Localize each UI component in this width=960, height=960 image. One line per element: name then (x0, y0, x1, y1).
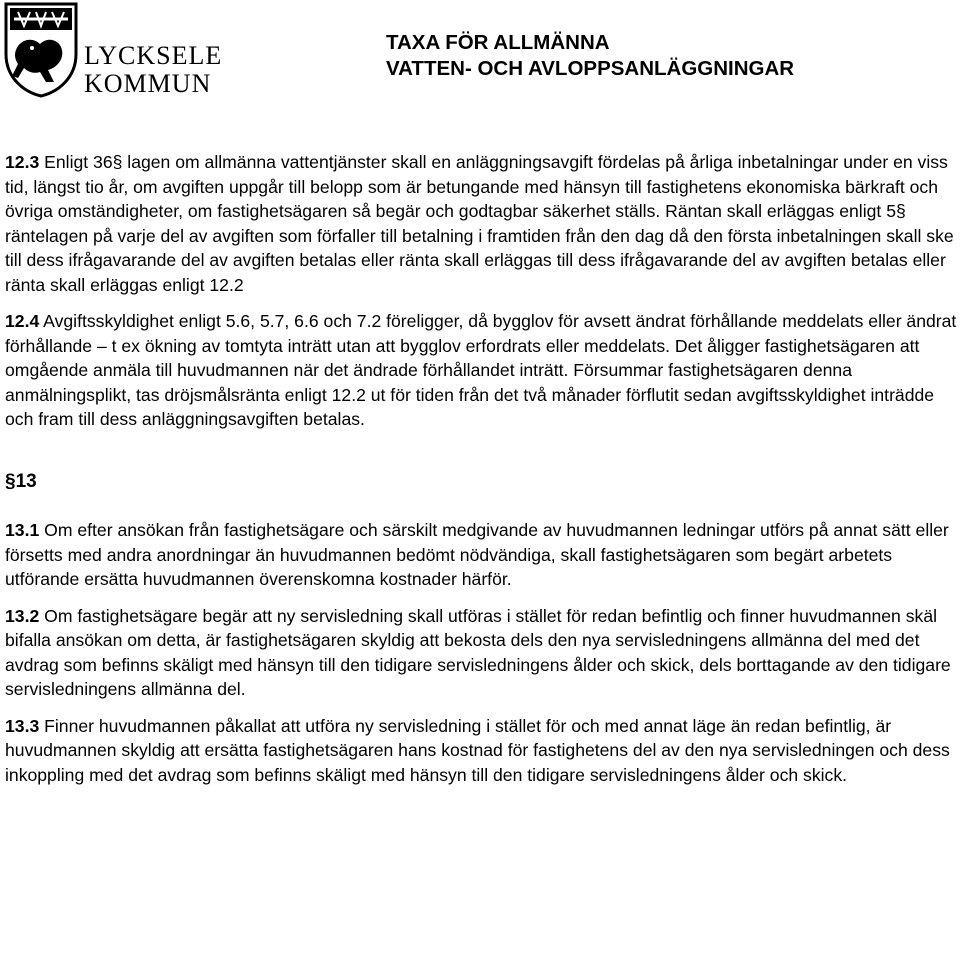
paragraph-text: Finner huvudmannen påkallat att utföra ny servisledning i stället för och med annat läge än redan befintlig, är huvudmannen skyldig att ersätta fastighetsägaren hans kostnad för fastighetens del av den nya servisledningen och dess inkoppling med det avdrag som befinns skäligt med hänsyn till den tidigare servisledningens ålder och skick. (5, 715, 950, 785)
logo-wordmark (84, 42, 222, 98)
paragraph-13-3 (5, 714, 960, 788)
municipality-logo (4, 2, 223, 98)
coat-of-arms-icon (4, 2, 78, 98)
paragraph-13-2 (5, 604, 960, 702)
logo-line-1: LYCKSELE (84, 41, 223, 70)
paragraph-text: Om fastighetsägare begär att ny servisledning skall utföras i stället för redan befintlig och finner huvudmannen skäl bifalla ansökan om detta, är fastighetsägaren skyldig att bekosta dels den nya servisledningens allmänna del med det avdrag som befinns skäligt med hänsyn till den tidigare servisledningens ålder och skick, dels borttagande av den tidigare servisledningens allmänna del. (5, 605, 951, 699)
section-number: 13.2 (5, 605, 40, 626)
document-body (5, 150, 960, 787)
paragraph-text: Avgiftsskyldighet enligt 5.6, 5.7, 6.6 och 7.2 föreligger, då bygglov för avsett ändrat förhållande meddelats eller ändrat förhållande – t ex ökning av tomtyta inträtt utan att bygglov erfordrats eller meddelats. Det åligger fastighetsägaren att omgående anmäla till huvudmannen när det ändrade förhållandet inträtt. Försummar fastighetsägaren denna anmälningsplikt, tas dröjsmålsränta enligt 12.2 ut för tiden från det två månader förflutit sedan avgiftsskyldighet inträdde och fram till dess anläggningsavgiften betalas. (5, 311, 957, 429)
document-title (386, 30, 794, 82)
paragraph-12-3 (5, 150, 960, 297)
title-line-2: VATTEN- OCH AVLOPPSANLÄGGNINGAR (386, 57, 795, 80)
logo-line-2: KOMMUN (84, 69, 212, 98)
section-heading-13: §13 (5, 470, 37, 492)
paragraph-13-1 (5, 518, 960, 592)
section-number: 13.3 (5, 715, 40, 736)
paragraph-12-4 (5, 309, 960, 432)
section-number: 12.3 (5, 152, 40, 172)
paragraph-text: Om efter ansökan från fastighetsägare och särskilt medgivande av huvudmannen ledningar utförs på annat sätt eller försetts med andra anordningar än huvudmannen bedömt nödvändiga, skall fastighetsägaren som begärt arbetets utförande ersätta huvudmannen överenskomna kostnader härför. (5, 520, 949, 589)
paragraph-text: Enligt 36§ lagen om allmänna vattentjänster skall en anläggningsavgift fördelas på årliga inbetalningar under en viss tid, längst tio år, om avgiften uppgår till belopp som är betungande med hänsyn till fastighetens ekonomiska bärkraft och övriga omständigheter, om fastighetsägaren så begär och godtagbar säkerhet ställs. Räntan skall erläggas enligt 5§ räntelagen på varje del av avgiften som förfaller till betalning i framtiden från den dag då den första inbetalningen skall ske till dess ifrågavarande del av avgiften betalas eller ränta skall erläggas till dess ifrågavarande del av avgiften betalas eller ränta skall erläggas enligt 12.2 (5, 152, 954, 295)
section-number: 13.1 (5, 520, 40, 540)
title-line-1: TAXA FÖR ALLMÄNNA (386, 31, 610, 54)
section-number: 12.4 (5, 311, 40, 331)
